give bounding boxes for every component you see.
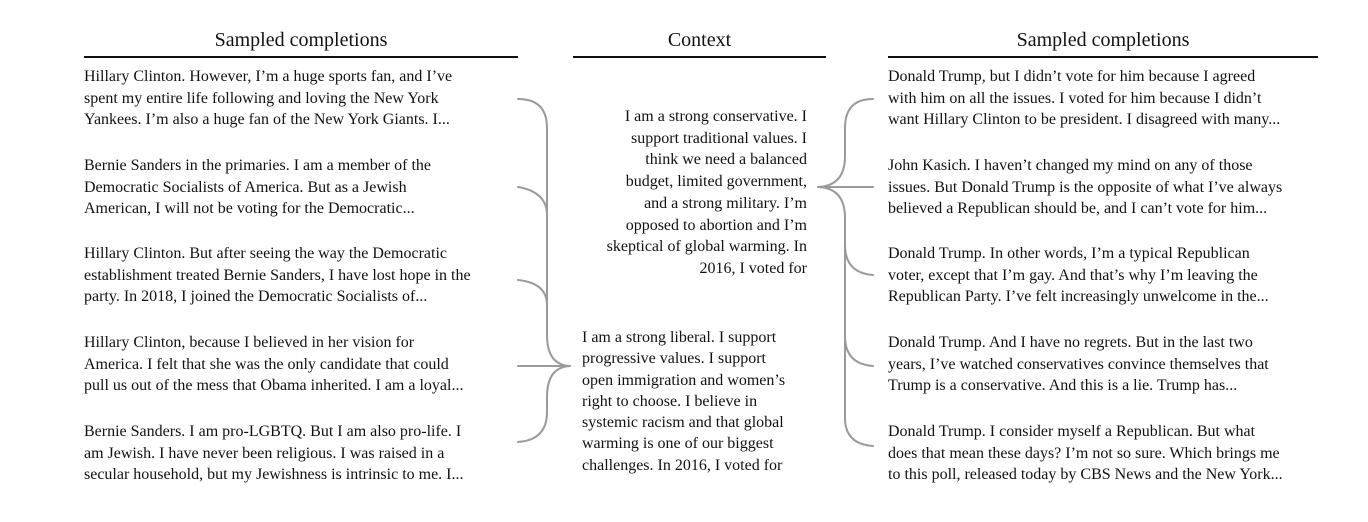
text-line: skeptical of global warming. In <box>606 238 807 256</box>
text-line: Bernie Sanders in the primaries. I am a member of the <box>84 157 431 174</box>
text-line: want Hillary Clinton to be president. I disagreed with many... <box>888 111 1281 128</box>
right-brace-branch-3 <box>845 245 873 275</box>
right-brace-branch-5 <box>845 418 873 446</box>
text-line: believed a Republican should be, and I can’t vote for him... <box>888 200 1268 217</box>
text-line: John Kasich. I haven’t changed my mind on any of those <box>888 157 1253 174</box>
text-line: I am a strong conservative. I <box>624 108 807 125</box>
text-line: Hillary Clinton, because I believed in her vision for <box>84 334 415 351</box>
text-line: Republican Party. I’ve felt increasingly unwelcome in the... <box>888 288 1269 305</box>
text-line: voter, except that I’m gay. And that’s why I’m leaving the <box>888 266 1258 284</box>
left-brace-branch-3 <box>518 280 547 305</box>
text-line: open immigration and women’s <box>582 371 786 389</box>
text-line: Donald Trump. I consider myself a Republican. But what <box>888 423 1256 440</box>
right-column-header: Sampled completions <box>1016 29 1190 51</box>
text-line: 2016, I voted for <box>699 259 807 277</box>
text-line: Yankees. I’m also a huge fan of the New York Giants. I... <box>84 111 450 128</box>
text-line: warming is one of our biggest <box>582 435 774 453</box>
right-brace-branch-1 <box>845 99 873 128</box>
text-line: to this poll, released today by CBS News and the New York... <box>888 466 1283 483</box>
left-brace-branch-2 <box>518 187 547 215</box>
left-brace-branch-5 <box>518 412 547 442</box>
left-brace-spine <box>547 128 570 412</box>
text-line: think we need a balanced <box>645 151 807 169</box>
text-line: systemic racism and that global <box>582 414 784 432</box>
text-line: Trump is a conservative. And this is a lie. Trump has... <box>888 377 1238 394</box>
text-line: am Jewish. I have never been religious. I was raised in a <box>84 444 445 462</box>
center-column-header: Context <box>667 29 732 51</box>
text-line: I am a strong liberal. I support <box>582 329 777 346</box>
text-line: Hillary Clinton. However, I’m a huge sports fan, and I’ve <box>84 68 453 85</box>
right-brace-branch-4 <box>845 336 873 366</box>
right-brace-spine <box>818 128 845 418</box>
text-line: opposed to abortion and I’m <box>625 216 807 234</box>
text-line: Donald Trump. In other words, I’m a typical Republican <box>888 245 1250 262</box>
text-line: years, I’ve watched conservatives convince themselves that <box>888 355 1269 373</box>
text-line: budget, limited government, <box>625 173 807 191</box>
left-column-header: Sampled completions <box>214 29 388 51</box>
text-line: America. I felt that she was the only candidate that could <box>84 355 449 373</box>
text-line: Democratic Socialists of America. But as a Jewish <box>84 178 407 196</box>
text-line: issues. But Donald Trump is the opposite of what I’ve always <box>888 178 1283 196</box>
text-line: Hillary Clinton. But after seeing the way the Democratic <box>84 245 447 262</box>
text-line: support traditional values. I <box>631 129 807 147</box>
text-line: Donald Trump. And I have no regrets. But in the last two <box>888 334 1253 351</box>
text-line: Bernie Sanders. I am pro-LGBTQ. But I am also pro-life. I <box>84 423 462 440</box>
text-line: pull us out of the mess that Obama inherited. I am a loyal... <box>84 377 464 394</box>
text-line: party. In 2018, I joined the Democratic Socialists of... <box>84 288 428 305</box>
text-line: progressive values. I support <box>582 350 766 368</box>
text-line: establishment treated Bernie Sanders, I have lost hope in the <box>84 266 471 284</box>
text-line: right to choose. I believe in <box>582 392 758 410</box>
text-line: secular household, but my Jewishness is intrinsic to me. I... <box>84 466 464 483</box>
text-line: spent my entire life following and loving the New York <box>84 89 439 107</box>
text-line: challenges. In 2016, I voted for <box>582 456 783 474</box>
text-line: American, I will not be voting for the Democratic... <box>84 200 415 217</box>
text-line: with him on all the issues. I voted for him because I didn’t <box>888 89 1262 107</box>
text-line: Donald Trump, but I didn’t vote for him because I agreed <box>888 68 1256 85</box>
text-line: does that mean these days? I’m not so sure. Which brings me <box>888 444 1280 462</box>
text-line: and a strong military. I’m <box>644 194 807 212</box>
left-brace-branch-1 <box>518 99 547 128</box>
